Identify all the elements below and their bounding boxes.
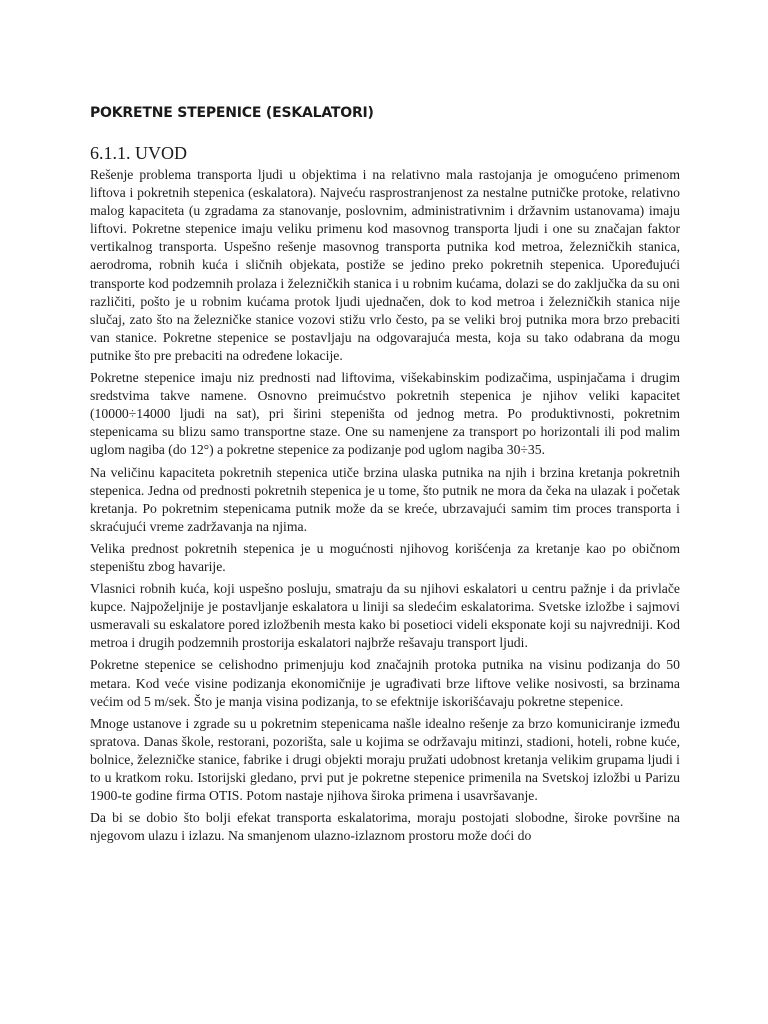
paragraph-6: Pokretne stepenice se celishodno primenjuju kod značajnih protoka putnika na visinu podizanja do 50 metara. Kod veće visine podizanja ekonomičnije je ugrađivati brze liftove velike nosivosti, sa brzinama većim od 5 m/sek. Što je manja visina podizanja, to se efektnije iskorišćavaju pokretne stepenice. [90, 657, 680, 709]
paragraph-5: Vlasnici robnih kuća, koji uspešno posluju, smatraju da su njihovi eskalatori u centru pažnje i da privlače kupce. Najpoželjnije je postavljanje eskalatora u liniji sa sledećim eskalatorima. Svetske izložbe i sajmovi usmeravali su eskalatore pored izložbenih mesta kako bi posetioci videli eksponate koji su najvredniji. Kod metroa i drugih podzemnih prostorija eskalatori najbrže rešavaju transport ljudi. [90, 581, 680, 651]
document-body [90, 104, 680, 849]
paragraph-8: Da bi se dobio što bolji efekat transporta eskalatorima, moraju postojati slobodne, široke površine na njegovom ulazu i izlazu. Na smanjenom ulazno-izlaznom prostoru može doći do [90, 810, 680, 844]
paragraph-2: Pokretne stepenice imaju niz prednosti nad liftovima, višekabinskim podizačima, uspinjačama i drugim sredstvima takve namene. Osnovno preimućstvo pokretnih stepenica je njihov veliki kapacitet (10000÷14000 ljudi na sat), pri širini stepeništa od jednog metra. Po produktivnosti, pokretnim stepenicama su blizu samo transportne staze. One su namenjene za transport po horizontali ili pod malim uglom nagiba (do 12°) a pokretne stepenice za podizanje pod uglom nagiba 30÷35. [90, 370, 680, 458]
paragraph-3: Na veličinu kapaciteta pokretnih stepenica utiče brzina ulaska putnika na njih i brzina kretanja pokretnih stepenica. Jedna od prednosti pokretnih stepenica je u tome, što putnik ne mora da čeka na ulazak i početak kretanja. Po pokretnim stepenicama putnik može da se kreće, ubrzavajući samim tim proces transporta i skraćujući vreme zadržavanja na njima. [90, 464, 680, 534]
section-heading: 6.1.1. UVOD [90, 143, 187, 163]
paragraph-4: Velika prednost pokretnih stepenica je u mogućnosti njihovog korišćenja za kretanje kao po običnom stepeništu zbog havarije. [90, 540, 680, 574]
document-title: POKRETNE STEPENICE (ESKALATORI) [90, 105, 374, 121]
paragraph-7: Mnoge ustanove i zgrade su u pokretnim stepenicama našle idealno rešenje za brzo komuniciranje između spratova. Danas škole, restorani, pozorišta, sale u kojima se održavaju mitinzi, stadioni, hoteli, robne kuće, bolnice, železničke stanice, fabrike i drugi objekti moraju pružati udobnost kretanja velikim grupama ljudi i to u kratkom roku. Istorijski gledano, prvi put je pokretne stepenice primenila na Svetskoj izložbi u Parizu 1900-te godine firma OTIS. Potom nastaje njihova široka primena i usavršavanje. [90, 715, 680, 804]
paragraph-1: Rešenje problema transporta ljudi u objektima i na relativno mala rastojanja je omogućeno primenom liftova i pokretnih stepenica (eskalatora). Najveću rasprostranjenost za nestalne putničke protoke, relativno malog kapaciteta (u zgradama za stanovanje, poslovnim, administrativnim i državnim ustanovama) imaju liftovi. Pokretne stepenice imaju veliku primenu kod masovnog transporta ljudi i one su značajan faktor vertikalnog transporta. Uspešno rešenje masovnog transporta putnika kod metroa, železničkih stanica, aerodroma, robnih kuća i sličnih objekata, postiže se jedino preko pokretnih stepenica. Upoređujući transporte kod podzemnih prolaza i železničkih stanica i u robnim kućama, dolazi se do zaključka da su oni različiti, pošto je u robnim kućama protok ljudi ujednačen, dok to kod metroa i železničkih stanica nije slučaj, zato što na železničke stanice vozovi stižu vrlo često, pa se veliki broj putnika mora brzo prebaciti van stanice. Pokretne stepenice se postavljaju na odgovarajuća mesta, koja su tako odabrana da mogu putnike što pre prebaciti na određene lokacije. [90, 167, 680, 363]
